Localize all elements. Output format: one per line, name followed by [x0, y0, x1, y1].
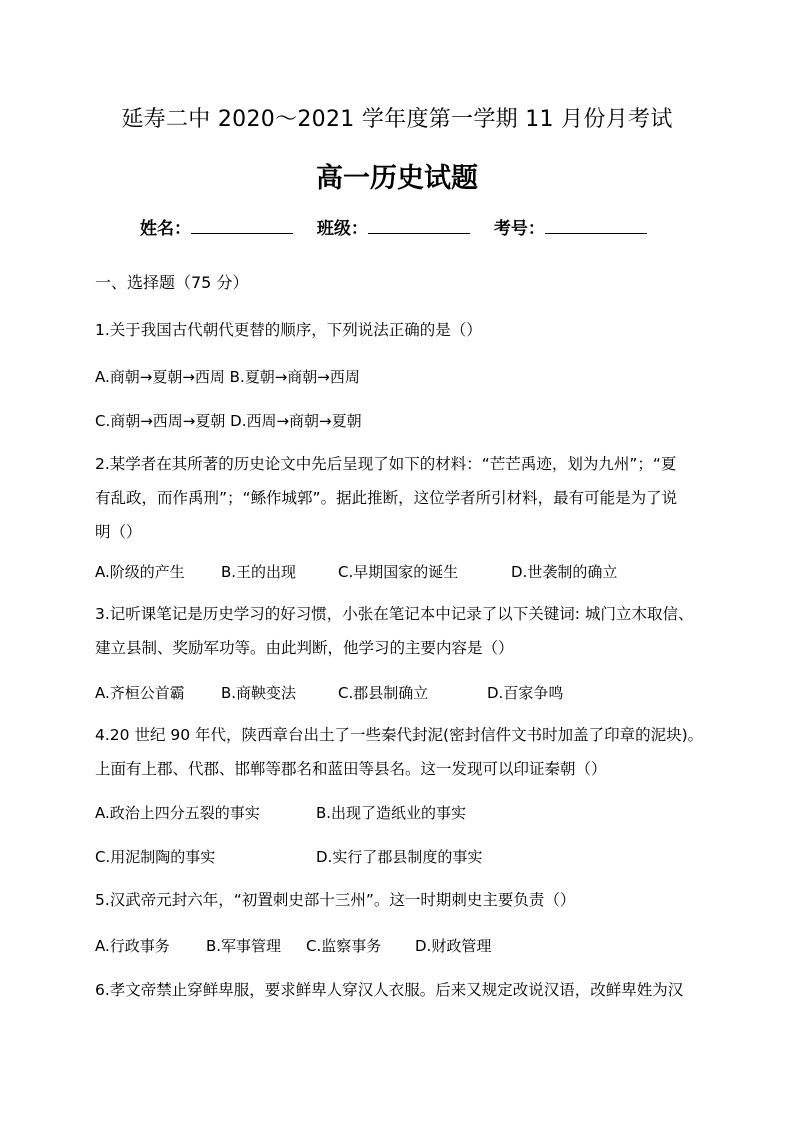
question-2	[95, 447, 715, 549]
option-a[interactable]: A.行政事务	[95, 937, 170, 955]
exam-subtitle: 高一历史试题	[316, 163, 478, 194]
question-6	[95, 973, 715, 1007]
option-a[interactable]: A.政治上四分五裂的事实	[95, 804, 260, 822]
question-4	[95, 718, 715, 786]
option-d[interactable]: D.世袭制的确立	[511, 563, 618, 581]
option[interactable]: A.商朝→夏朝→西周 B.夏朝→商朝→西周	[95, 368, 360, 386]
class-field[interactable]	[317, 214, 470, 239]
option-b[interactable]: B.出现了造纸业的事实	[316, 804, 467, 822]
question-text-line: 3.记听课笔记是历史学习的好习惯，小张在笔记本中记录了以下关键词: 城门立木取信、	[95, 605, 694, 623]
exam-number-label: 考号：	[493, 219, 545, 239]
option-a[interactable]: A.齐桓公首霸	[95, 684, 185, 702]
section-heading: 一、选择题（75 分）	[95, 273, 249, 292]
option-d[interactable]: D.百家争鸣	[487, 684, 564, 702]
option-c[interactable]: C.监察事务	[306, 937, 382, 955]
option-d[interactable]: D.财政管理	[415, 937, 492, 955]
question-5	[95, 883, 715, 917]
option-b[interactable]: B.王的出现	[221, 563, 297, 581]
option[interactable]: C.商朝→西周→夏朝 D.西周→商朝→夏朝	[95, 412, 362, 430]
question-text-line: 上面有上郡、代郡、邯郸等郡名和蓝田等县名。这一发现可以印证秦朝（）	[95, 760, 607, 778]
name-label: 姓名：	[140, 219, 191, 239]
name-field[interactable]	[140, 214, 293, 239]
exam-number-blank[interactable]	[545, 219, 647, 234]
option-c[interactable]: C.早期国家的诞生	[338, 563, 459, 581]
option-b[interactable]: B.商鞅变法	[221, 684, 297, 702]
question-text-line: 明（）	[95, 523, 142, 541]
question-text-line: 4.20 世纪 90 年代，陕西章台出土了一些秦代封泥(密封信件文书时加盖了印章的泥块)。	[95, 726, 704, 744]
question-text-line: 1.关于我国古代朝代更替的顺序，下列说法正确的是（）	[95, 321, 482, 339]
option-c[interactable]: C.用泥制陶的事实	[95, 848, 216, 866]
option-c[interactable]: C.郡县制确立	[338, 684, 429, 702]
option-a[interactable]: A.阶级的产生	[95, 563, 185, 581]
exam-number-field[interactable]	[494, 214, 647, 239]
question-text-line: 2.某学者在其所著的历史论文中先后呈现了如下的材料：“芒芒禹迹，划为九州”；“夏	[95, 455, 677, 473]
question-text-line: 有乱政，而作禹刑”；“鲧作城郭”。据此推断，这位学者所引材料，最有可能是为了说	[95, 489, 678, 507]
question-text-line: 建立县制、奖励军功等。由此判断，他学习的主要内容是（）	[95, 639, 514, 657]
option-b[interactable]: B.军事管理	[206, 937, 282, 955]
class-label: 班级：	[316, 219, 368, 239]
question-text-line: 6.孝文帝禁止穿鲜卑服，要求鲜卑人穿汉人衣服。后来又规定改说汉语，改鲜卑姓为汉	[95, 981, 684, 999]
question-1	[95, 313, 715, 347]
question-3	[95, 597, 715, 665]
question-text-line: 5.汉武帝元封六年，“初置刺史部十三州”。这一时期刺史主要负责（）	[95, 891, 576, 909]
name-blank[interactable]	[191, 219, 293, 234]
option-d[interactable]: D.实行了郡县制度的事实	[316, 848, 483, 866]
class-blank[interactable]	[368, 219, 470, 234]
student-info-row	[140, 214, 700, 239]
exam-title: 延寿二中 2020～2021 学年度第一学期 11 月份月考试	[121, 107, 673, 132]
